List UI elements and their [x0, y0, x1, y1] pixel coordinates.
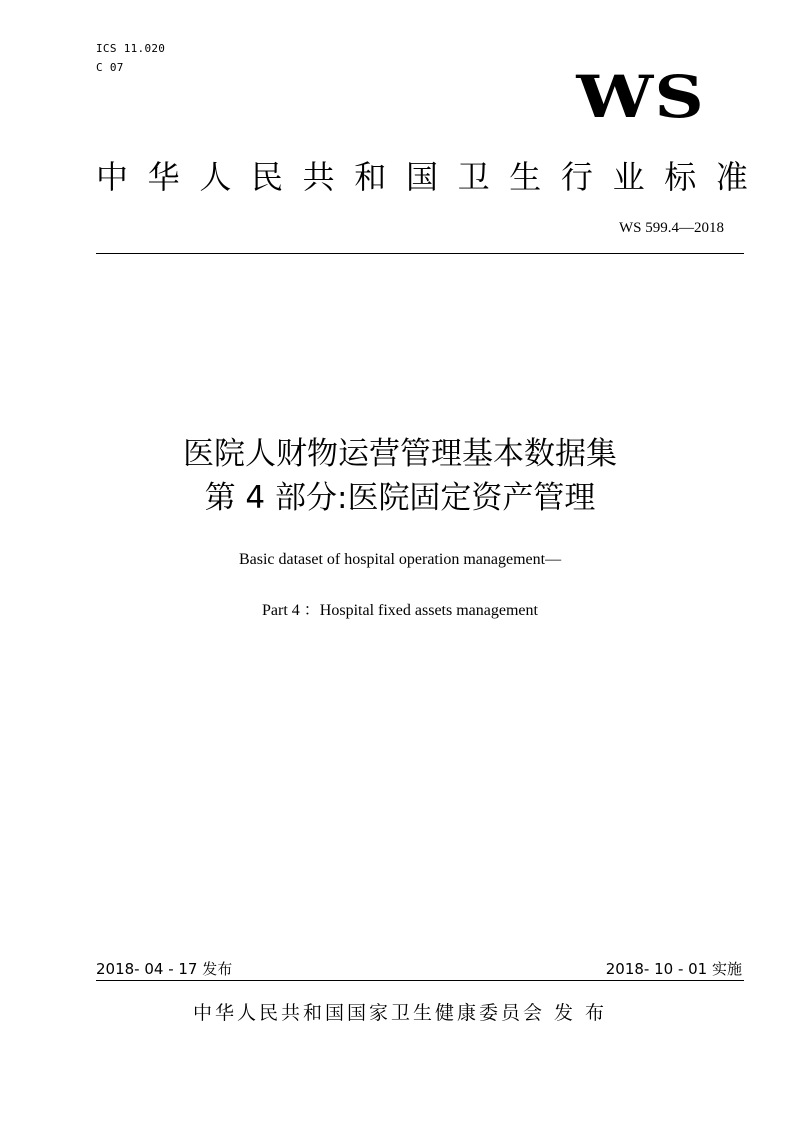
standard-type-char: 业 [612, 158, 645, 196]
ccs-code: C 07 [96, 61, 124, 74]
standard-type-char: 卫 [457, 158, 490, 196]
standard-type-char: 共 [302, 158, 335, 196]
implementation-date: 2018- 10 - 01 实施 [605, 960, 742, 978]
footer-divider [96, 980, 744, 981]
standard-type-char: 和 [354, 158, 387, 196]
standard-type-char: 华 [147, 158, 180, 196]
header-divider [96, 253, 744, 254]
standard-type-title [96, 154, 748, 200]
publisher: 中华人民共和国国家卫生健康委员会 发 布 [192, 1002, 608, 1024]
ics-code: ICS 11.020 [96, 42, 166, 55]
standard-number: WS 599.4—2018 [619, 220, 724, 236]
english-title-line-2: Part 4 ：Hospital fixed assets management [262, 602, 538, 619]
english-title-line-1: Basic dataset of hospital operation management— [238, 551, 562, 568]
standard-type-char: 行 [560, 158, 593, 196]
chinese-title-line-2: 第 4 部分:医院固定资产管理 [204, 480, 596, 516]
standard-type-char: 人 [199, 158, 232, 196]
standard-type-char: 准 [715, 158, 748, 196]
standard-type-char: 民 [250, 158, 283, 196]
ws-logo: WS [576, 63, 705, 131]
issue-date: 2018- 04 - 17 发布 [96, 960, 233, 978]
standard-type-char: 中 [96, 158, 129, 196]
standard-type-char: 标 [664, 158, 697, 196]
chinese-title-line-1: 医院人财物运营管理基本数据集 [183, 436, 617, 472]
standard-type-char: 国 [405, 158, 438, 196]
standard-type-char: 生 [509, 158, 542, 196]
